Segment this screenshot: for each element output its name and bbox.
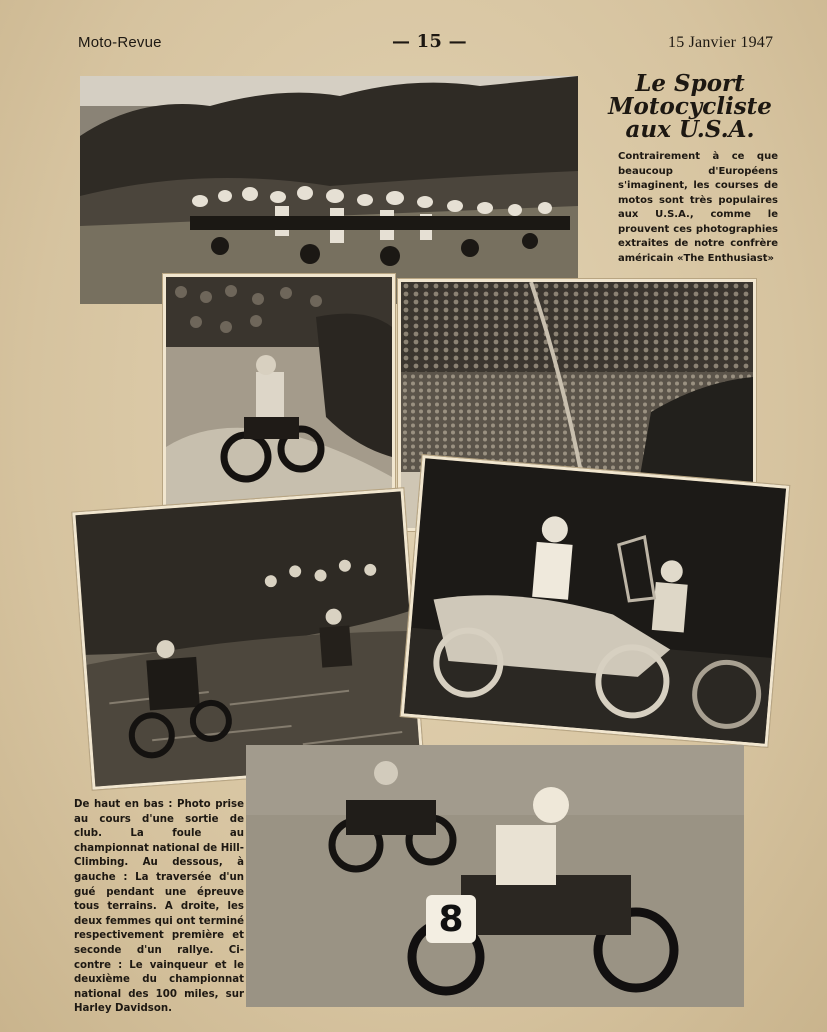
- page-number: — 15 —: [392, 31, 467, 52]
- photo-club-outing: [80, 76, 578, 304]
- article-intro: Contrairement à ce que beaucoup d'Européens s'imaginent, les courses de motos sont très populaires aux U.S.A., comme le prouvent ces photographies extraites de notre confrère américain «The Enthusiast»: [618, 151, 778, 264]
- race-number-plate: 8: [438, 899, 464, 940]
- photo-rally-women: [401, 455, 790, 747]
- issue-date: 15 Janvier 1947: [668, 34, 774, 51]
- article-title-line: aux U.S.A.: [625, 116, 755, 143]
- photo-race-100-miles: [246, 745, 744, 1007]
- photo-caption: De haut en bas : Photo prise au cours d'une sortie de club. La foule au championnat national de Hill-Climbing. Au dessous, à gauche : La traversée d'un gué pendant une épreuve tous terrains. A droite, les deux femmes qui ont terminé respectivement première et seconde d'un rallye. Ci-contre : Le vainqueur et le deuxième du championnat national des 100 miles, sur Harley Davidson.: [74, 799, 244, 1015]
- publication-name: Moto-Revue: [78, 34, 162, 51]
- article-title-line: Motocycliste: [608, 93, 772, 120]
- article-title: [600, 72, 780, 141]
- article-title-line: Le Sport: [635, 70, 745, 97]
